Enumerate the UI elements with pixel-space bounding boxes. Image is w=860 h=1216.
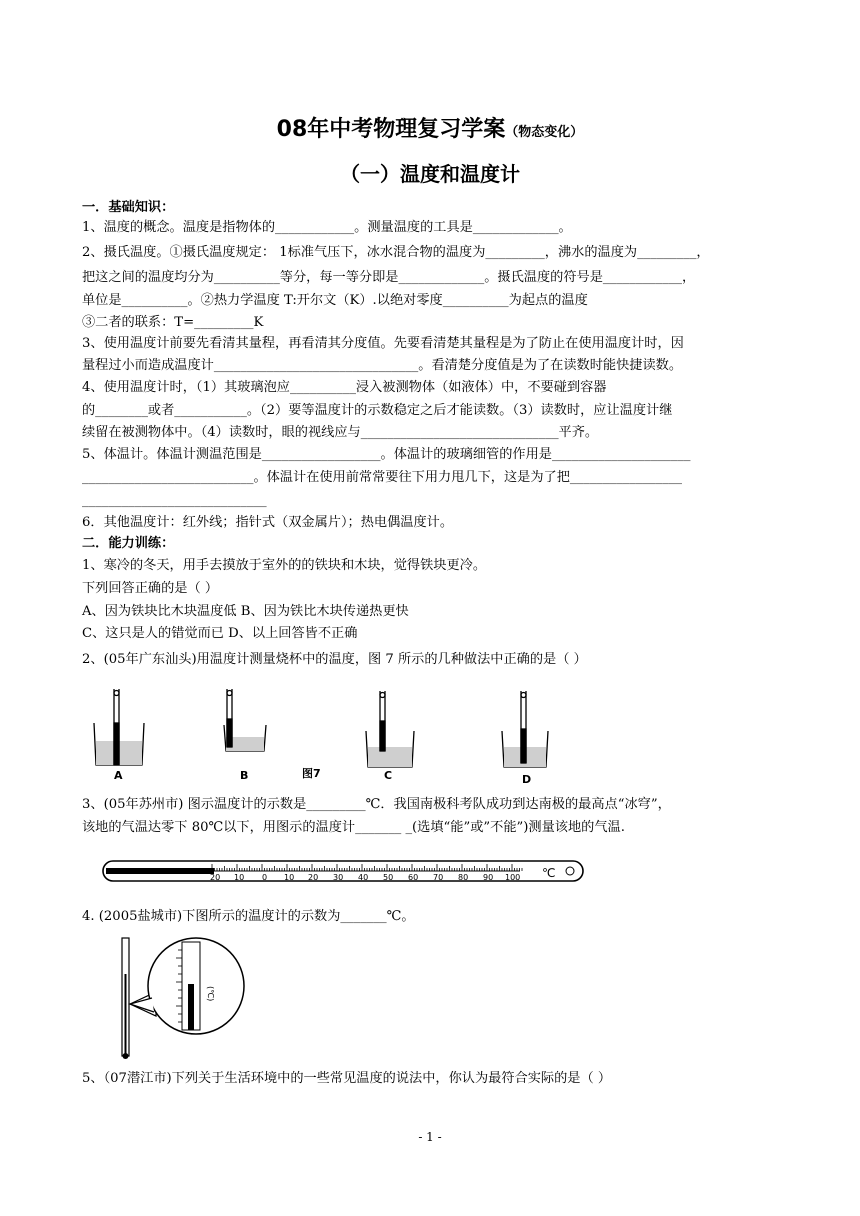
title-sub: （物态变化） (505, 125, 584, 140)
scale-label: 40 (358, 873, 369, 882)
scale-label: 30 (333, 873, 344, 882)
text-line: 4、使用温度计时，（1）其玻璃泡应__________浸入被测物体（如液体）中，不要碰到容器 (82, 380, 607, 395)
text-line: 下列回答正确的是（ ） (82, 581, 219, 596)
text-line: 6．其他温度计：红外线；指针式（双金属片）；热电偶温度计。 (82, 515, 454, 530)
scale-label: 70 (433, 873, 444, 882)
option-line: C、这只是人的错觉而已 D、以上回答皆不正确 (82, 626, 358, 641)
scale-unit: ℃ (542, 866, 556, 880)
text-line: ③二者的联系：T=_________K (82, 315, 264, 330)
text-line: 2、摄氏温度。①摄氏温度规定： 1标准气压下，冰水混合物的温度为_________，沸水的温度为_________， (82, 245, 710, 260)
heading-basic: 一．基础知识： (82, 200, 175, 215)
scale-label: 60 (408, 873, 419, 882)
text-line: __________________________。体温计在使用前常常要往下用力甩几下，这是为了把_________________ (82, 470, 683, 485)
scale-label: 20 (308, 873, 319, 882)
text-line: 2、(05年广东汕头)用温度计测量烧杯中的温度，图 7 所示的几种做法中正确的是（ ） (82, 652, 587, 667)
text-line: 把这之间的温度均分为__________等分，每一等分即是_____________。摄氏温度的符号是____________， (82, 270, 696, 285)
figure-7-beakers (84, 683, 564, 787)
option-line: A、因为铁块比木块温度低 B、因为铁比木块传递热更快 (82, 604, 409, 619)
text-line: 1、寒冷的冬天，用手去摸放于室外的的铁块和木块，觉得铁块更冷。 (82, 558, 487, 573)
text-line: 单位是__________。②热力学温度 T:开尔文（K）.以绝对零度__________为起点的温度 (82, 293, 588, 308)
fig7-caption: 图7 (302, 767, 321, 780)
scale-label: 80 (458, 873, 469, 882)
figure-thermometer-magnified (108, 934, 248, 1064)
text-line: 该地的气温达零下 80℃以下，用图示的温度计_______ _(选填“能”或”不能”)测量该地的气温. (82, 820, 625, 835)
text-line: 量程过小而造成温度计_______________________________。看清楚分度值是为了在读数时能快捷读数。 (82, 358, 683, 373)
page-number: - 1 - (418, 1130, 442, 1144)
scale-label: 0 (262, 873, 268, 882)
text-line: 5、体温计。体温计测温范围是__________________。体温计的玻璃细管的作用是_____________________ (82, 447, 691, 462)
scale-label: 100 (505, 873, 521, 882)
scale-label: 10 (234, 873, 245, 882)
scale-label: 20 (210, 873, 221, 882)
figure-thermometer-horizontal (102, 856, 586, 886)
text-line: 1、温度的概念。温度是指物体的____________。测量温度的工具是_____________。 (82, 220, 572, 235)
heading-practice: 二．能力训练： (82, 536, 175, 551)
text-line: 3、(05年苏州市) 图示温度计的示数是_________℃．我国南极科考队成功到达南极的最高点“冰穹”， (82, 797, 671, 812)
fig7-label-b: B (240, 769, 249, 782)
fig7-label-a: A (114, 769, 123, 782)
text-line: 5、（07潜江市)下列关于生活环境中的一些常见温度的说法中，你认为最符合实际的是（ ） (82, 1071, 612, 1086)
scale-label: 10 (284, 873, 295, 882)
text-line: ____________________________ (82, 493, 267, 508)
text-line: 续留在被测物体中。（4）读数时，眼的视线应与______________________________平齐。 (82, 425, 599, 440)
scale-label: 50 (383, 873, 394, 882)
section-title: （一）温度和温度计 (340, 162, 520, 186)
text-line: 3、使用温度计前要先看清其量程，再看清其分度值。先要看清楚其量程是为了防止在使用温度计时，因 (82, 336, 684, 351)
page-title (0, 112, 860, 143)
fig7-label-d: D (522, 773, 532, 786)
scale-label: 90 (483, 873, 494, 882)
text-line: 4. (2005盐城市)下图所示的温度计的示数为_______℃。 (82, 909, 415, 924)
text-line: 的________或者___________。（2）要等温度计的示数稳定之后才能读数。（3）读数时，应让温度计继 (82, 403, 673, 418)
magnifier-unit: (℃) (206, 986, 215, 1002)
title-main: 08年中考物理复习学案 (276, 117, 506, 142)
fig7-label-c: C (384, 769, 393, 782)
